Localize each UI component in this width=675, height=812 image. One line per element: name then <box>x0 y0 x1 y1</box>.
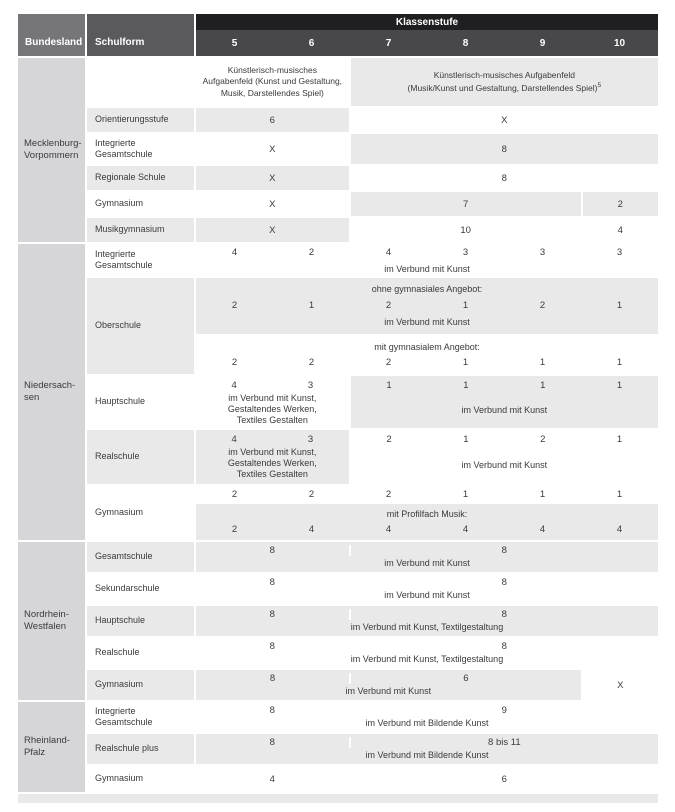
footnote-marker: 5 <box>597 81 602 89</box>
note-cell: im Verbund mit Kunst <box>384 590 470 601</box>
note-cell: im Verbund mit Kunst <box>384 317 470 327</box>
value-cell: 1 <box>616 434 623 445</box>
value-cell: 2 <box>386 434 392 445</box>
value-cell: 2 <box>231 300 238 311</box>
schulform-label: Hauptschule <box>95 396 146 407</box>
bundesland-label-rp <box>18 702 85 792</box>
value-cell: 8 <box>269 576 275 588</box>
value-cell: 4 <box>616 524 623 535</box>
schulform-label: Oberschule <box>87 278 194 374</box>
schulform-label: Realschule <box>87 430 194 484</box>
grade-header-5: 5 <box>231 37 238 49</box>
value-cell: 6 <box>349 774 658 785</box>
value-cell: 4 <box>462 524 469 535</box>
schulform-label: Realschule plus <box>87 734 194 764</box>
aufgabenfeld-line: (Musik/Kunst und Gestaltung, Darstellendes Spiel)$^5$ <box>407 81 602 93</box>
group-mecklenburg-vorpommern <box>18 58 658 242</box>
value-cell: 1 <box>308 300 315 311</box>
schulform-label: Gesamtschule <box>87 542 194 572</box>
value-cell: 4 <box>308 524 315 535</box>
value-cell: 8 <box>269 704 275 716</box>
note-cell: im Verbund mit Kunst <box>384 263 470 274</box>
bundesland-name-line: Pfalz <box>24 747 46 758</box>
note-cell: im Verbund mit Bildende Kunst <box>365 750 489 761</box>
value-row <box>196 638 658 668</box>
value-cell: 4 <box>385 524 392 535</box>
value-cell: 8 <box>269 608 275 620</box>
value-cell: X <box>501 114 508 126</box>
bundesland-name-line: Westfalen <box>24 621 67 632</box>
value-cell: 1 <box>616 488 623 500</box>
value-cell: 3 <box>462 246 469 258</box>
value-cell: 2 <box>231 357 238 369</box>
note-line: Textiles Gestalten <box>236 469 308 479</box>
aufgabenfeld-line: Aufgabenfeld (Kunst und Gestaltung, <box>202 76 343 87</box>
value-cell: 2 <box>385 488 392 500</box>
value-row <box>196 542 658 572</box>
value-cell: X <box>196 166 349 190</box>
bundesland-column-header: Bundesland <box>18 14 85 56</box>
value-cell: 8 bis 11 <box>349 737 658 748</box>
value-cell: 8 <box>349 609 658 620</box>
value-cell: 3 <box>307 380 314 391</box>
value-cell: 2 <box>385 300 392 311</box>
value-cell: 8 <box>349 545 658 556</box>
value-cell: 2 <box>308 246 315 258</box>
note-cell: im Verbund mit Kunst, Textilgestaltung <box>350 654 504 665</box>
schulform-label: Gymnasium <box>95 198 144 209</box>
value-cell: 4 <box>617 224 623 236</box>
value-cell: 2 <box>308 488 315 500</box>
group-rheinland-pfalz <box>18 702 658 792</box>
realschule-cell-7-10 <box>351 430 658 484</box>
schulform-label: Gymnasium <box>95 507 144 518</box>
note-cell: im Verbund mit Kunst <box>461 460 548 470</box>
value-cell: 1 <box>616 357 623 369</box>
value-cell: 9 <box>349 705 658 716</box>
note-cell: im Verbund mit Kunst, Textilgestaltung <box>350 622 504 633</box>
sub-heading: mit gymnasialem Angebot: <box>374 341 480 352</box>
klassenstufe-header: Klassenstufe <box>196 14 658 30</box>
value-cell: 8 <box>349 641 658 652</box>
value-cell: 8 <box>269 672 276 684</box>
value-cell: 1 <box>462 357 469 369</box>
value-cell: 4 <box>385 246 392 258</box>
grade-column-headers <box>196 30 658 56</box>
bundesland-name-line: Rheinland- <box>24 734 70 746</box>
gymnasium-profil-block <box>196 504 658 540</box>
value-cell: 2 <box>539 300 546 311</box>
value-cell: 1 <box>616 300 623 311</box>
oberschule-ohne-block <box>196 278 658 334</box>
schulform-label: Gymnasium <box>87 670 194 700</box>
klassenstufen-table <box>18 14 658 803</box>
value-cell: 3 <box>616 246 623 258</box>
schulform-label: Regionale Schule <box>87 166 194 190</box>
bundesland-name-line: Niedersach- <box>24 379 76 391</box>
value-cell: 1 <box>462 488 469 500</box>
bundesland-label-nrw <box>18 542 85 700</box>
note-cell: im Verbund mit Kunst <box>345 686 432 697</box>
grade-header-7: 7 <box>385 37 392 49</box>
schulform-label: Sekundarschule <box>95 583 160 594</box>
aufgabenfeld-cell-7-10 <box>351 58 658 106</box>
note-line: im Verbund mit Kunst, <box>228 447 317 457</box>
value-cell: 1 <box>616 380 623 391</box>
group-nordrhein-westfalen <box>18 542 658 700</box>
value-cell: 8 <box>269 544 275 556</box>
schulform-column-header: Schulform <box>87 14 194 56</box>
grade-header-8: 8 <box>462 37 469 49</box>
value-cell: 10 <box>460 224 471 236</box>
value-cell: 8 <box>269 640 275 652</box>
aufgabenfeld-line: Künstlerisch-musisches Aufgabenfeld <box>433 70 575 81</box>
value-cell: 2 <box>385 357 392 369</box>
schulform-label: Integrierte Gesamtschule <box>95 248 153 270</box>
value-cell: 3 <box>539 246 546 258</box>
hauptschule-cell-5-6 <box>196 376 349 428</box>
value-row <box>196 766 658 792</box>
schulform-label: Integrierte Gesamtschule <box>95 137 153 159</box>
value-cell: 4 <box>231 434 237 445</box>
grade-header-9: 9 <box>539 37 546 49</box>
value-cell: 2 <box>583 192 658 216</box>
bundesland-name-line: Nordrhein- <box>24 608 69 620</box>
note-line: Gestaltendes Werken, <box>227 404 317 414</box>
note-line: im Verbund mit Kunst, <box>228 393 317 403</box>
value-cell: 1 <box>463 434 469 445</box>
value-row <box>196 606 658 636</box>
schulform-label: Integrierte Gesamtschule <box>95 705 153 727</box>
value-cell: 2 <box>540 434 546 445</box>
schulform-label: Realschule <box>95 647 140 658</box>
gymnasium-cell-5-9 <box>196 670 581 700</box>
schulform-label: Musikgymnasium <box>87 218 194 242</box>
value-cell: 4 <box>231 246 238 258</box>
gymnasium-cell-10: X <box>617 679 624 691</box>
note-cell: im Verbund mit Bildende Kunst <box>365 718 489 729</box>
note-line: Gestaltendes Werken, <box>227 458 317 468</box>
value-cell: 6 <box>349 673 581 684</box>
value-cell: 6 <box>196 108 349 132</box>
value-cell: 8 <box>351 134 658 164</box>
bundesland-name-line: Vorpommern <box>24 150 79 161</box>
value-cell: X <box>269 198 276 210</box>
value-cell: 8 <box>269 736 275 748</box>
value-cell: 2 <box>231 488 238 500</box>
value-cell: 1 <box>539 488 546 500</box>
value-cell: 3 <box>307 434 314 445</box>
value-row <box>196 702 658 732</box>
schulform-label: Orientierungsstufe <box>87 108 194 132</box>
value-cell: 2 <box>231 524 238 535</box>
value-cell: 1 <box>539 357 546 369</box>
bundesland-name-line: sen <box>24 392 40 403</box>
value-cell: 8 <box>501 172 507 184</box>
schulform-label: Gymnasium <box>95 773 144 784</box>
aufgabenfeld-line: Musik, Darstellendes Spiel) <box>220 87 324 98</box>
value-row <box>196 244 658 260</box>
value-cell: 1 <box>386 380 392 391</box>
aufgabenfeld-cell-5-6 <box>196 58 349 106</box>
value-cell: 1 <box>463 380 469 391</box>
grade-header-6: 6 <box>308 37 315 49</box>
bundesland-label-ns <box>18 244 85 540</box>
hauptschule-cell-7-10 <box>351 376 658 428</box>
note-cell: im Verbund mit Kunst <box>461 405 548 415</box>
value-cell: 2 <box>308 357 315 369</box>
realschule-cell-5-6 <box>196 430 349 484</box>
value-row <box>196 574 658 604</box>
bundesland-name-line: Mecklenburg- <box>24 137 82 149</box>
sub-heading: ohne gymnasiales Angebot: <box>371 284 483 294</box>
value-row <box>196 734 658 764</box>
note-cell: im Verbund mit Kunst <box>384 558 470 569</box>
value-cell: 1 <box>540 380 546 391</box>
group-niedersachsen <box>18 244 658 540</box>
oberschule-mit-block <box>196 336 658 374</box>
table-bottom-strip <box>18 794 658 803</box>
value-cell: X <box>196 218 349 242</box>
value-cell: 4 <box>231 380 237 391</box>
sub-heading: mit Profilfach Musik: <box>386 509 468 519</box>
value-cell: 8 <box>349 577 658 588</box>
value-cell: 7 <box>351 192 581 216</box>
value-cell: 4 <box>269 773 275 785</box>
value-cell: 4 <box>539 524 546 535</box>
table-header <box>18 14 658 56</box>
value-cell: 1 <box>462 300 469 311</box>
schulform-label: Hauptschule <box>87 606 194 636</box>
gymnasium-value-row <box>196 486 658 502</box>
note-line: Textiles Gestalten <box>236 415 308 425</box>
value-cell: X <box>269 143 276 155</box>
bundesland-label-mv <box>18 58 85 242</box>
grade-header-10: 10 <box>613 37 626 49</box>
aufgabenfeld-line: Künstlerisch-musisches <box>227 64 317 75</box>
